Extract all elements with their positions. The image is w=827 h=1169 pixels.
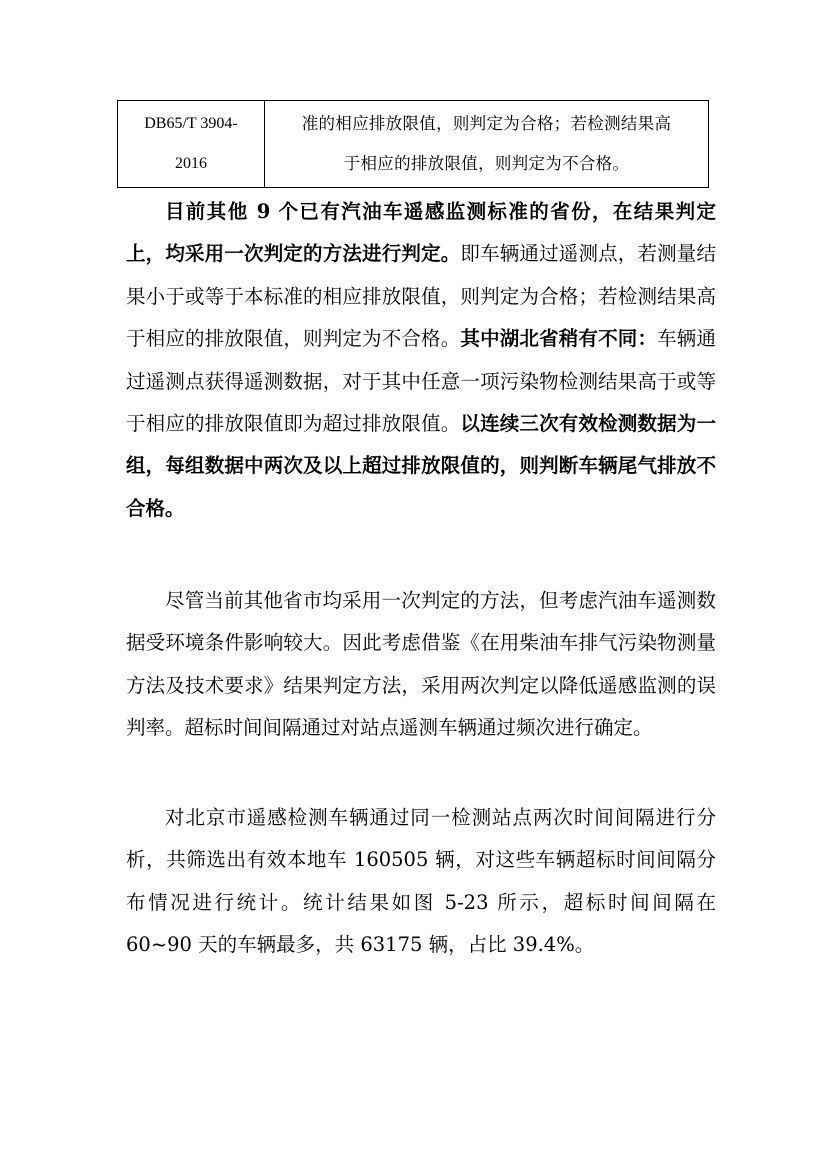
paragraph1-normal-2: 车辆通过遥测点获得遥测数据，对于其中任意一项污染物检测结果高于或等于相应的排放限值即为超过排放限值。 <box>126 327 716 436</box>
standard-rule-cell <box>265 101 709 188</box>
standard-code-line1: DB65/T 3904- <box>144 115 238 132</box>
paragraph2-text: 尽管当前其他省市均采用一次判定的方法，但考虑汽油车遥测数据受环境条件影响较大。因此考虑借鉴《在用柴油车排气污染物测量方法及技术要求》结果判定方法，采用两次判定以降低遥感监测的误判率。超标时间间隔通过对站点遥测车辆通过频次进行确定。 <box>126 589 716 740</box>
paragraph3-text: 对北京市遥感检测车辆通过同一检测站点两次时间间隔进行分析，共筛选出有效本地车 160505 辆，对这些车辆超标时间间隔分布情况进行统计。统计结果如图 5-23 所示，超标时间间隔在 60~90 天的车辆最多，共 63175 辆，占比 39.4%。 <box>126 806 716 957</box>
standard-rule-line2: 于相应的排放限值，则判定为不合格。 <box>343 154 630 173</box>
standard-code-cell <box>118 101 265 188</box>
standard-code-line2: 2016 <box>175 155 207 172</box>
paragraph-beijing-analysis <box>126 797 716 967</box>
paragraph1-normal-1: 即车辆通过遥测点，若测量结果小于或等于本标准的相应排放限值，则判定为合格；若检测结果高于相应的排放限值，则判定为不合格。 <box>126 242 716 351</box>
standard-rule-line1: 准的相应排放限值，则判定为合格；若检测结果高 <box>301 114 672 133</box>
paragraph-two-judgment <box>126 580 716 750</box>
standard-table <box>117 100 709 188</box>
table-row <box>118 101 709 188</box>
paragraph-provinces-judgment <box>126 191 716 530</box>
paragraph1-bold-hubei: 其中湖北省稍有不同： <box>460 327 658 351</box>
paragraph1-bold-lead: 目前其他 9 个已有汽油车遥感监测标准的省份，在结果判定上，均采用一次判定的方法进行判定。 <box>126 200 716 266</box>
paragraph1-bold-rule: 以连续三次有效检测数据为一组，每组数据中两次及以上超过排放限值的，则判断车辆尾气排放不合格。 <box>126 412 716 520</box>
